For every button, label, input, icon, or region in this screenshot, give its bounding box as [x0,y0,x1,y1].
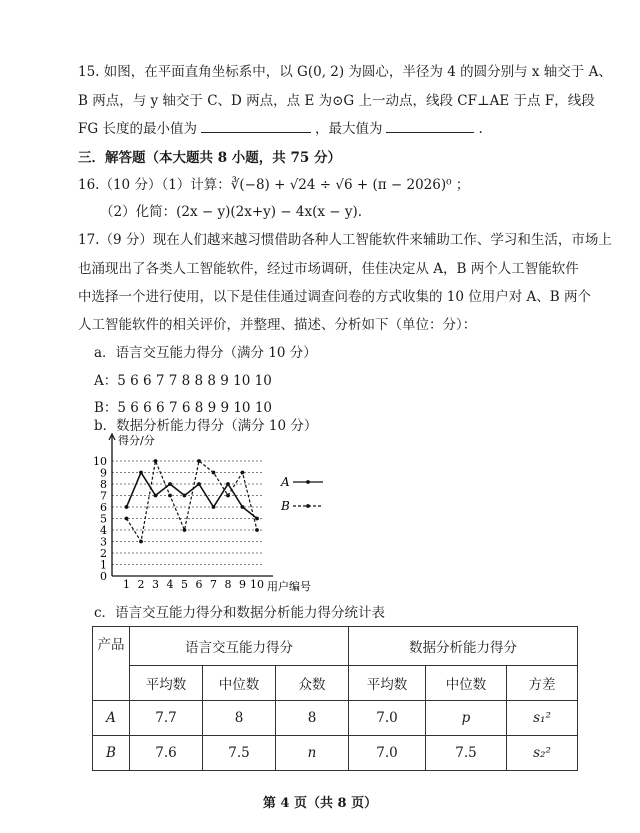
data-point [139,471,143,475]
stats-table [92,626,578,771]
y-tick-label: 1 [100,558,107,572]
data-point [197,482,201,486]
table-row [93,736,578,771]
data-point [139,540,143,544]
subheader-cell: 中位数 [426,666,507,701]
x-tick-label: 5 [181,578,188,591]
table-cell: 8 [203,701,276,736]
table-cell: n [276,736,349,771]
legend-marker [306,504,310,508]
y-tick-label: 8 [100,478,107,491]
row-product-name: A [93,701,130,736]
x-tick-label: 8 [224,578,232,591]
data-point [241,471,245,475]
subheader-cell: 平均数 [349,666,426,701]
y-axis-label: 得分/分 [118,434,155,447]
x-tick-label: 2 [137,578,145,591]
data-point [226,494,230,498]
q15-line3 [78,117,483,137]
part-b-title: b．数据分析能力得分（满分 10 分） [94,418,318,434]
table-cell: 7.7 [130,701,203,736]
y-tick-label: 0 [100,570,107,583]
section-title: 三．解答题（本大题共 8 小题，共 75 分） [78,150,341,166]
q15-line2: B 两点，与 y 轴交于 C、D 两点，点 E 为⊙G 上一动点，线段 CF⊥AE 于点 F，线段 [78,93,595,109]
chart-ticks [93,455,264,591]
q16-line1: 16.（10 分）（1）计算：∛(−8) + √24 ÷ √6 + (π − 2026)⁰ ； [78,177,470,193]
subheader-cell: 平均数 [130,666,203,701]
y-tick-label: 5 [100,512,107,526]
x-tick-label: 4 [166,578,174,591]
x-tick-label: 10 [250,578,264,591]
q17-line1: 17.（9 分）现在人们越来越习惯借助各种人工智能软件来辅助工作、学习和生活，市场上 [78,232,612,248]
subheader-cell: 方差 [507,666,578,701]
data-point [255,528,259,532]
data-point [226,482,230,486]
y-tick-label: 4 [100,524,107,537]
data-point [168,482,172,486]
chart-axes [109,434,273,576]
data-point [154,459,158,463]
q15-period: . [478,121,483,137]
x-tick-label: 9 [239,578,246,591]
table-cell: 8 [276,701,349,736]
y-tick-label: 7 [100,489,107,503]
subheader-cell: 众数 [276,666,349,701]
q15-min-label: FG 长度的最小值为 [78,121,197,137]
data-point [183,528,187,532]
part-a-scores-A: A：5 6 6 7 7 8 8 8 9 10 10 [94,373,272,389]
q17-line2: 也涌现出了各类人工智能软件，经过市场调研，佳佳决定从 A，B 两个人工智能软件 [78,261,579,277]
table-cell: p [426,701,507,736]
header-group2: 数据分析能力得分 [349,627,578,666]
answer-blank-max [386,120,474,133]
table-row [93,701,578,736]
data-point [255,517,259,521]
x-tick-label: 1 [123,578,130,591]
y-tick-label: 10 [93,455,107,468]
x-tick-label: 6 [195,578,203,591]
table-cell: s₂² [507,736,578,771]
q15-line1: 15. 如图，在平面直角坐标系中，以 G(0, 2) 为圆心，半径为 4 的圆分别与 x 轴交于 A、 [78,64,612,80]
data-point [212,505,216,509]
header-group1: 语言交互能力得分 [130,627,349,666]
table-cell: 7.0 [349,701,426,736]
table-cell: 7.0 [349,736,426,771]
data-point [183,494,187,498]
page-footer: 第 4 页（共 8 页） [262,796,378,811]
legend-marker [306,480,310,484]
x-axis-label: 用户编号 [267,580,311,593]
data-point [168,494,172,498]
series-line-B [127,461,258,542]
data-point [197,459,201,463]
q16-line2: （2）化简：(2x − y)(2x+y) − 4x(x − y). [100,204,363,220]
y-tick-label: 9 [100,466,107,480]
table-cell: s₁² [507,701,578,736]
table-cell: 7.5 [203,736,276,771]
data-point [154,494,158,498]
q17-line3: 中选择一个进行使用，以下是佳佳通过调查问卷的方式收集的 10 位用户对 A、B 两个 [78,289,592,305]
y-tick-label: 3 [100,535,107,549]
table-cell: 7.5 [426,736,507,771]
answer-blank-min [201,120,311,133]
x-tick-label: 3 [152,578,159,591]
data-point [125,517,129,521]
part-a-title: a．语言交互能力得分（满分 10 分） [94,345,317,361]
part-a-scores-B: B：5 6 6 6 7 6 8 9 9 10 10 [94,400,272,416]
subheader-cell: 中位数 [203,666,276,701]
data-point [212,471,216,475]
y-tick-label: 2 [100,547,107,560]
data-point [241,505,245,509]
legend-label: A [281,475,290,489]
table-subheader-row [93,666,578,701]
x-tick-label: 7 [210,578,217,591]
q17-line4: 人工智能软件的相关评价，并整理、描述、分析如下（单位：分）： [78,317,477,333]
part-c-title: c．语言交互能力得分和数据分析能力得分统计表 [94,605,386,621]
row-product-name: B [93,736,130,771]
header-product: 产品 [93,627,130,701]
data-point [125,505,129,509]
table-header-row [93,627,578,666]
table-cell: 7.6 [130,736,203,771]
q15-max-label: ，最大值为 [314,121,383,137]
y-tick-label: 6 [100,501,107,514]
legend-label: B [281,499,290,513]
line-chart [88,430,448,595]
chart-legend [280,475,323,513]
